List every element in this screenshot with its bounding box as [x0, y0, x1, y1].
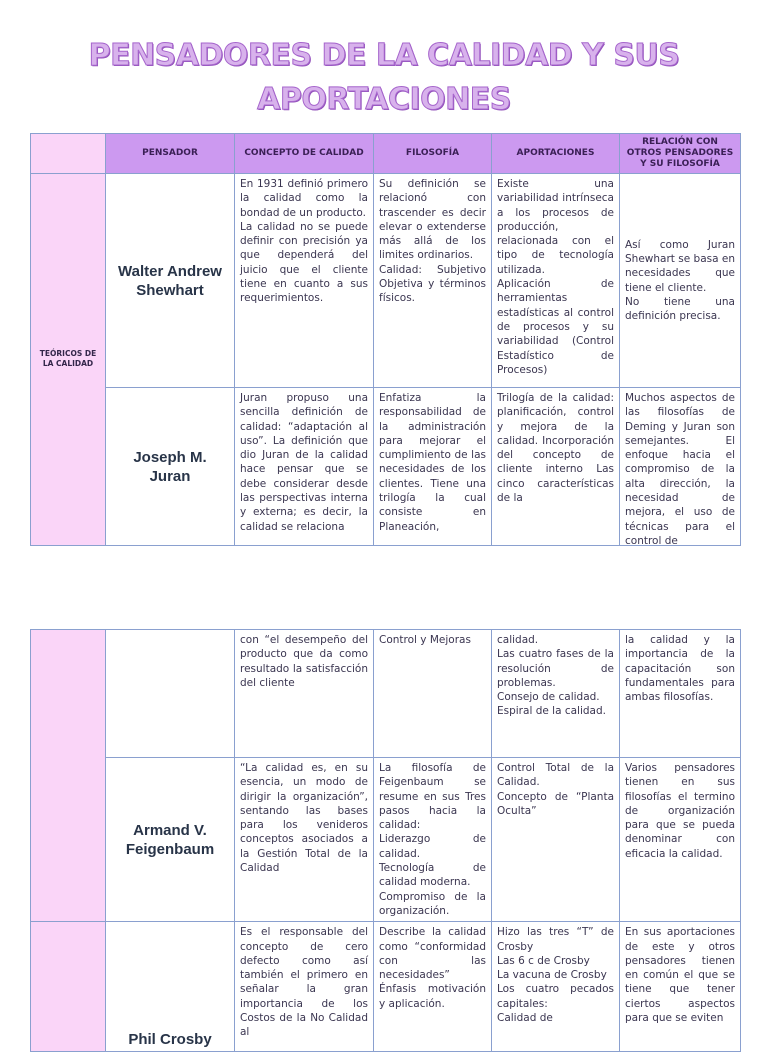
text-line: Hizo las tres “T” de Crosby: [497, 926, 614, 953]
text-line: calidad.: [497, 634, 539, 646]
text-line: Calidad de: [497, 1012, 553, 1025]
text-line: Control y Mejoras: [379, 634, 471, 646]
text-line: Su definición se relacionó con trascender es decir elevar o extenderse más allá de los limites ordinarios.: [379, 178, 486, 262]
text-line: No tiene una definición precisa.: [625, 295, 735, 323]
table-row-feigenbaum: [31, 758, 741, 922]
thinkers-table-part1: [30, 133, 741, 546]
text-line: “La calidad es, en su esencia, un modo de dirigir la organización”, sentando las bases para los venideros conceptos asociados a la Gestión Total de la Calidad: [240, 762, 368, 875]
table-header-row: [31, 134, 741, 174]
text-line: La filosofía de Feigenbaum se resume en sus Tres pasos hacia la calidad:: [379, 762, 486, 832]
aportaciones-juran: [492, 388, 620, 546]
filosofia-juran: [374, 388, 492, 546]
text-line: Calidad: Subjetivo Objetiva y términos físicos.: [379, 263, 486, 305]
thinker-name-juran: Joseph M. Juran: [106, 388, 235, 546]
text-line: Control Total de la Calidad.: [497, 762, 614, 789]
text-line: Muchos aspectos de las filosofías de Deming y Juran son semejantes. El enfoque hacia el compromiso de la alta dirección, la necesidad de mejora, el uso de técnicas para el control de: [625, 392, 735, 547]
header-pensador: PENSADOR: [106, 134, 235, 174]
text-line: Compromiso de la organización.: [379, 890, 486, 917]
aportaciones-shewhart: [492, 174, 620, 388]
text-line: La calidad no se puede definir con precisión ya que dependerá del juicio que el cliente tiene en cuanto a sus requerimientos.: [240, 220, 368, 305]
text-line: Es el responsable del concepto de cero defecto como así también el primero en señalar la gran importancia de los Costos de la No Calidad al: [240, 926, 368, 1039]
text-line: Énfasis motivación y aplicación.: [379, 983, 486, 1010]
page-title-line2: APORTACIONES: [257, 82, 511, 117]
text-line: Las cuatro fases de la resolución de problemas.: [497, 648, 614, 689]
relacion-shewhart: [620, 174, 741, 388]
table-row-shewhart: [31, 174, 741, 388]
text-line: Los cuatro pecados capitales:: [497, 983, 614, 1010]
header-corner-cell: [31, 134, 106, 174]
filosofia-shewhart: [374, 174, 492, 388]
concepto-shewhart: [235, 174, 374, 388]
relacion-juran: [620, 388, 741, 546]
aportaciones-crosby-clip: [497, 925, 614, 1029]
concepto-feigenbaum: [235, 758, 374, 922]
page-title: [0, 34, 768, 122]
text-line: Así como Juran Shewhart se basa en necesidades que tiene el cliente.: [625, 238, 735, 294]
header-aportaciones: APORTACIONES: [492, 134, 620, 174]
aportaciones-feigenbaum: [492, 758, 620, 922]
header-concepto: CONCEPTO DE CALIDAD: [235, 134, 374, 174]
category-cell: [31, 922, 106, 1052]
text-line: En 1931 definió primero la calidad como la bondad de un producto.: [240, 178, 368, 219]
table-row-juran: [31, 388, 741, 546]
text-line: la calidad y la importancia de la capacitación son fundamentales para ambas filosofías.: [625, 634, 735, 704]
text-line: Espiral de la calidad.: [497, 705, 606, 718]
text-line: Juran propuso una sencilla definición de calidad: “adaptación al uso”. La definición que dio Juran de la calidad hace pensar que se debe considerar desde las perspectivas interna y externa; es decir, la calidad se relaciona: [240, 392, 368, 533]
filosofia-feigenbaum: [374, 758, 492, 922]
text-line: Existe una variabilidad intrínseca a los procesos de producción, relacionada con el tipo de tecnología utilizada.: [497, 178, 614, 276]
header-relacion: RELACIÓN CON OTROS PENSADORES Y SU FILOSOFÍA: [620, 134, 741, 174]
relacion-juran-cont: [620, 630, 741, 758]
text-line: Enfatiza la responsabilidad de la administración para mejorar el cumplimiento de las necesidades de los clientes. Tiene una trilogía la cual consiste en Planeación,: [379, 392, 486, 533]
thinker-name-feigenbaum: Armand V. Feigenbaum: [106, 758, 235, 922]
text-line: Las 6 c de Crosby: [497, 954, 590, 967]
aportaciones-crosby: [492, 922, 620, 1052]
relacion-crosby: [620, 922, 741, 1052]
category-cell: [31, 630, 106, 922]
page-title-line1: PENSADORES DE LA CALIDAD Y SUS: [88, 38, 680, 73]
thinker-name-empty: [106, 630, 235, 758]
header-filosofia: FILOSOFÍA: [374, 134, 492, 174]
thinker-name-shewhart: Walter Andrew Shewhart: [106, 174, 235, 388]
concepto-juran: [235, 388, 374, 546]
text-line: con “el desempeño del producto que da como resultado la satisfacción del cliente: [240, 634, 368, 689]
text-line: Tecnología de calidad moderna.: [379, 862, 486, 889]
relacion-feigenbaum: [620, 758, 741, 922]
category-label: TEÓRICOS DE LA CALIDAD: [39, 349, 97, 368]
text-line: Trilogía de la calidad: planificación, control y mejora de la calidad. Incorporación del concepto de cliente interno Las cinco características de la: [497, 392, 614, 505]
text-line: En sus aportaciones de este y otros pensadores tienen en común el que se tiene que tener ciertos aspectos para que se eviten: [625, 926, 735, 1025]
filosofia-juran-cont: [374, 630, 492, 758]
thinker-name-crosby: Phil Crosby: [106, 922, 235, 1052]
thinkers-table-part2: [30, 629, 741, 1052]
category-cell: [31, 174, 106, 546]
text-line: Consejo de calidad.: [497, 691, 600, 704]
text-line: La vacuna de Crosby: [497, 969, 607, 982]
text-line: Concepto de “Planta Oculta”: [497, 790, 614, 817]
filosofia-crosby: [374, 922, 492, 1052]
concepto-crosby: [235, 922, 374, 1052]
aportaciones-juran-cont: [492, 630, 620, 758]
text-line: Varios pensadores tienen en sus filosofías el termino de organización para que se pueda denominar con eficacia la calidad.: [625, 762, 735, 860]
table-row-crosby: [31, 922, 741, 1052]
concepto-juran-cont: [235, 630, 374, 758]
text-line: Aplicación de herramientas estadísticas al control de procesos y su variabilidad (Control Estadístico de Procesos): [497, 278, 614, 376]
text-line: Liderazgo de calidad.: [379, 833, 486, 860]
text-line: Describe la calidad como “conformidad con las necesidades”: [379, 926, 486, 982]
table-row-juran-continued: [31, 630, 741, 758]
